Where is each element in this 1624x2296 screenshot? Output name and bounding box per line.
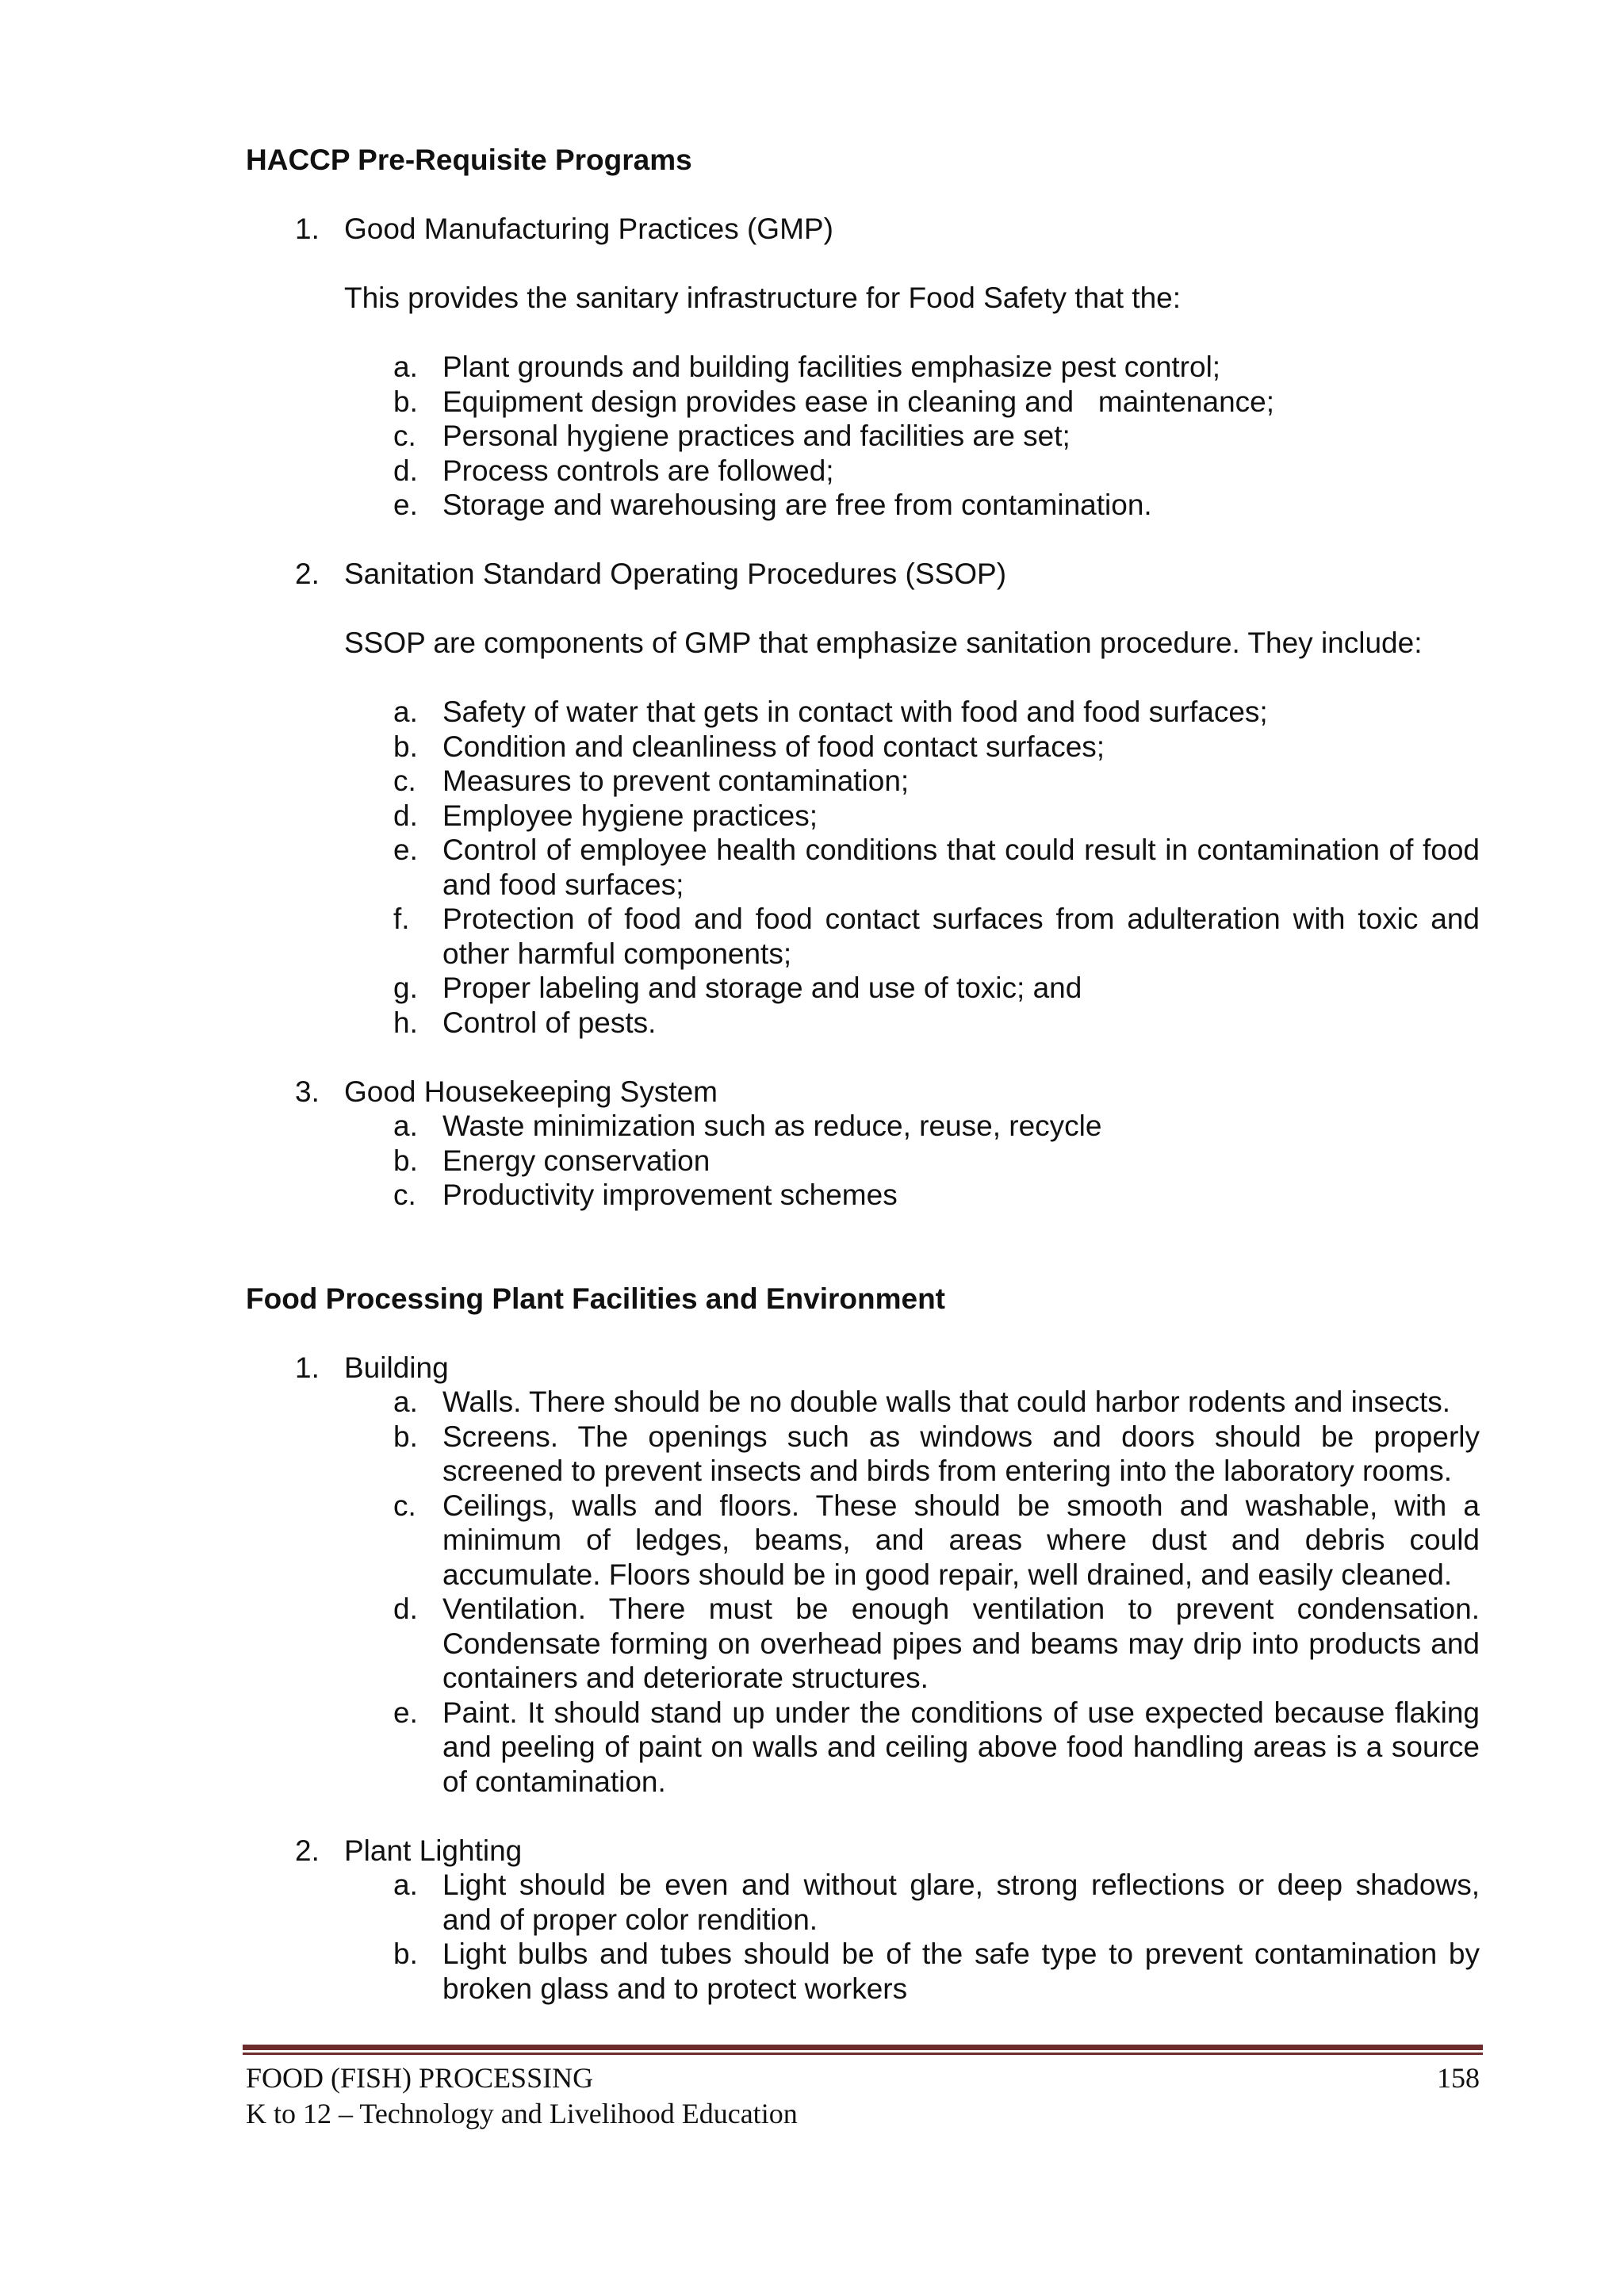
sub-letter: b. xyxy=(393,385,418,418)
list-item-label: Plant Lighting xyxy=(344,1834,523,1867)
footer-rule xyxy=(243,2045,1483,2057)
list-item-plant-lighting xyxy=(246,1834,1480,1869)
sub-letter: f. xyxy=(393,903,410,935)
sub-letter: b. xyxy=(393,1938,418,1970)
sub-letter: e. xyxy=(393,834,418,866)
sub-item xyxy=(246,1592,1480,1696)
sub-letter: a. xyxy=(393,1110,418,1142)
footer-rule-thin xyxy=(243,2053,1483,2055)
sub-letter: c. xyxy=(393,765,416,797)
sub-item xyxy=(246,1385,1480,1420)
sub-item xyxy=(246,695,1480,730)
sub-item xyxy=(246,971,1480,1006)
ssop-intro: SSOP are components of GMP that emphasize sanitation procedure. They include: xyxy=(344,627,1423,659)
sub-text: Walls. There should be no double walls that could harbor rodents and insects. xyxy=(442,1386,1451,1418)
sub-letter: a. xyxy=(393,1869,418,1901)
list-item-gmp xyxy=(246,212,1480,247)
sub-item xyxy=(246,385,1480,420)
section-title-facilities: Food Processing Plant Facilities and Environment xyxy=(246,1282,946,1315)
sub-item xyxy=(246,1006,1480,1041)
sub-letter: c. xyxy=(393,1179,416,1211)
sub-text: Personal hygiene practices and facilities are set; xyxy=(442,420,1071,452)
sub-item xyxy=(246,730,1480,765)
sub-item xyxy=(246,833,1480,902)
sub-letter: c. xyxy=(393,1489,416,1522)
sub-item xyxy=(246,902,1480,971)
sub-letter: a. xyxy=(393,696,418,728)
section-title-haccp: HACCP Pre-Requisite Programs xyxy=(246,144,692,176)
sub-text: Plant grounds and building facilities emphasize pest control; xyxy=(442,351,1221,383)
sub-text: Ventilation. There must be enough ventilation to prevent condensation. Condensate forming on overhead pipes and beams may drip into products and containers and deteriorate structures. xyxy=(442,1593,1480,1694)
sub-item xyxy=(246,1420,1480,1489)
sub-letter: d. xyxy=(393,454,418,487)
sub-text: Paint. It should stand up under the conditions of use expected because flaking and peeling of paint on walls and ceiling above food handling areas is a source of contamination. xyxy=(442,1696,1480,1798)
footer-subject: FOOD (FISH) PROCESSING xyxy=(246,2062,594,2094)
sub-letter: g. xyxy=(393,972,418,1004)
gmp-intro: This provides the sanitary infrastructure for Food Safety that the: xyxy=(344,282,1182,314)
sub-item xyxy=(246,799,1480,834)
sub-text: Control of pests. xyxy=(442,1006,657,1039)
sub-text: Productivity improvement schemes xyxy=(442,1179,898,1211)
page-content xyxy=(246,143,1480,2006)
sub-letter: c. xyxy=(393,420,416,452)
sub-letter: d. xyxy=(393,799,418,832)
sub-item xyxy=(246,1178,1480,1213)
footer-series: K to 12 – Technology and Livelihood Education xyxy=(246,2098,798,2129)
sub-text: Process controls are followed; xyxy=(442,454,834,487)
sub-item xyxy=(246,454,1480,489)
sub-text: Protection of food and food contact surfaces from adulteration with toxic and other harmful components; xyxy=(442,903,1480,970)
sub-text: Storage and warehousing are free from contamination. xyxy=(442,489,1152,521)
sub-text: Measures to prevent contamination; xyxy=(442,765,910,797)
sub-item xyxy=(246,1868,1480,1937)
page-number: 158 xyxy=(1437,2062,1480,2094)
list-item-building xyxy=(246,1351,1480,1386)
sub-letter: d. xyxy=(393,1593,418,1625)
sub-item xyxy=(246,1109,1480,1144)
sub-letter: a. xyxy=(393,351,418,383)
sub-item xyxy=(246,764,1480,799)
sub-item xyxy=(246,350,1480,385)
list-item-label: Good Housekeeping System xyxy=(344,1075,718,1108)
sub-item xyxy=(246,1144,1480,1179)
list-item-label: Building xyxy=(344,1351,449,1384)
list-item-label: Sanitation Standard Operating Procedures (SSOP) xyxy=(344,558,1007,590)
sub-letter: a. xyxy=(393,1386,418,1418)
sub-item xyxy=(246,1489,1480,1593)
sub-text: Equipment design provides ease in cleaning and maintenance; xyxy=(442,385,1275,418)
sub-text: Screens. The openings such as windows and doors should be properly screened to prevent insects and birds from entering into the laboratory rooms. xyxy=(442,1420,1480,1487)
sub-letter: h. xyxy=(393,1006,418,1039)
sub-letter: b. xyxy=(393,730,418,763)
sub-letter: e. xyxy=(393,489,418,521)
sub-text: Condition and cleanliness of food contact surfaces; xyxy=(442,730,1105,763)
list-item-housekeeping xyxy=(246,1075,1480,1110)
list-item-label: Good Manufacturing Practices (GMP) xyxy=(344,213,833,245)
sub-item xyxy=(246,419,1480,454)
sub-text: Light should be even and without glare, strong reflections or deep shadows, and of proper color rendition. xyxy=(442,1869,1480,1936)
list-item-ssop xyxy=(246,557,1480,592)
sub-letter: e. xyxy=(393,1696,418,1729)
list-number: 1. xyxy=(295,1351,320,1384)
sub-letter: b. xyxy=(393,1420,418,1453)
sub-item xyxy=(246,1696,1480,1800)
sub-item xyxy=(246,488,1480,523)
list-number: 2. xyxy=(295,1834,320,1867)
list-number: 1. xyxy=(295,213,320,245)
sub-text: Safety of water that gets in contact with food and food surfaces; xyxy=(442,696,1268,728)
list-number: 2. xyxy=(295,558,320,590)
page-footer xyxy=(246,2060,1480,2132)
sub-text: Control of employee health conditions that could result in contamination of food and food surfaces; xyxy=(442,834,1480,901)
sub-letter: b. xyxy=(393,1144,418,1177)
sub-text: Ceilings, walls and floors. These should be smooth and washable, with a minimum of ledges, beams, and areas where dust and debris could accumulate. Floors should be in good repair, well drained, and easily cleaned. xyxy=(442,1489,1480,1591)
sub-text: Energy conservation xyxy=(442,1144,710,1177)
list-number: 3. xyxy=(295,1075,320,1108)
footer-rule-thick xyxy=(243,2045,1483,2050)
sub-item xyxy=(246,1937,1480,2006)
sub-text: Proper labeling and storage and use of toxic; and xyxy=(442,972,1082,1004)
sub-text: Employee hygiene practices; xyxy=(442,799,818,832)
sub-text: Waste minimization such as reduce, reuse, recycle xyxy=(442,1110,1102,1142)
sub-text: Light bulbs and tubes should be of the safe type to prevent contamination by broken glass and to protect workers xyxy=(442,1938,1480,2005)
